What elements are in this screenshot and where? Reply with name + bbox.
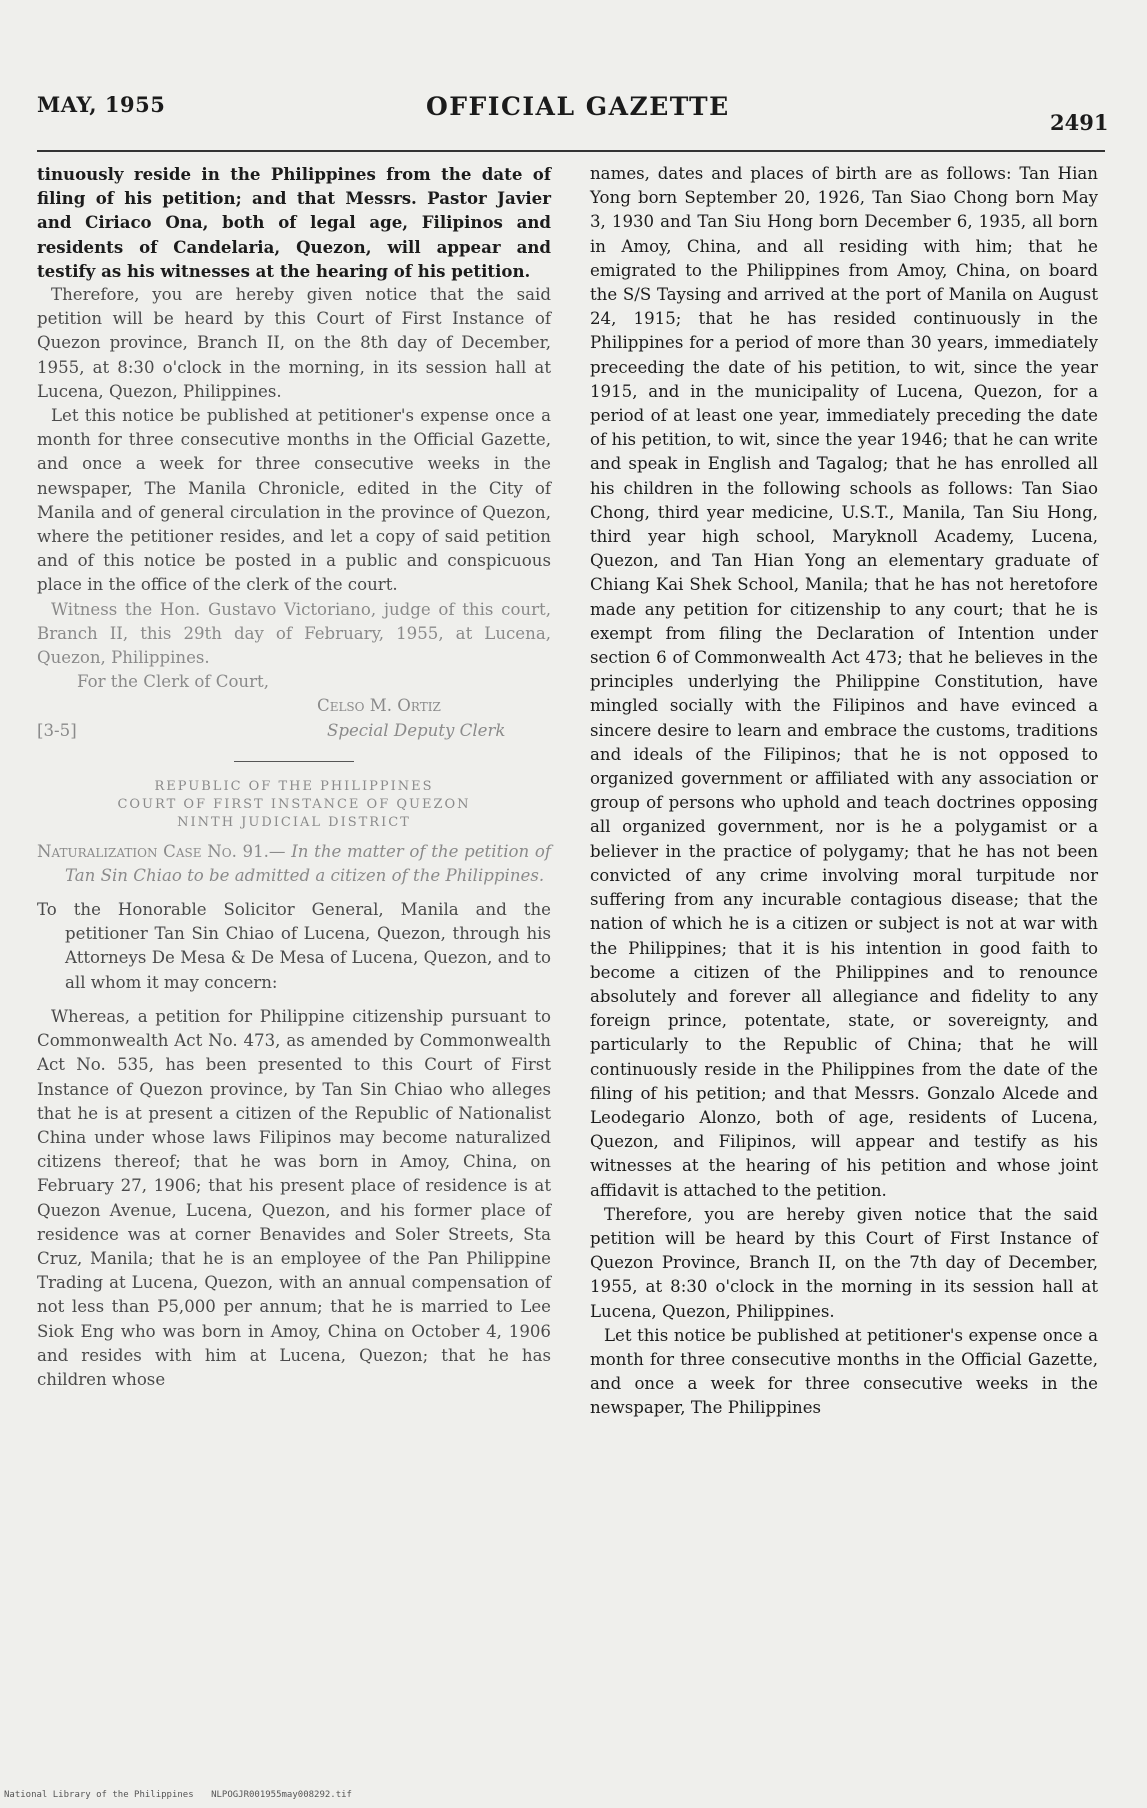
signature-block <box>37 670 551 742</box>
whereas-paragraph: Whereas, a petition for Philippine citizenship pursuant to Commonwealth Act No. 473, as amended by Commonwealth Act No. 535, has been presented to this Court of First Instance of Quezon province, by Tan Sin Chiao who alleges that he is at present a citizen of the Republic of Nationalist China under whose laws Filipinos may become naturalized citizens thereof; that he was born in Amoy, China, on February 27, 1906; that his present place of residence is at Quezon Avenue, Lucena, Quezon, and his former place of residence was at corner Benavides and Soler Streets, Sta Cruz, Manila; that he is an employee of the Pan Philippine Trading at Lucena, Quezon, with an annual compensation of not less than P5,000 per annum; that he is married to Lee Siok Eng who was born in Amoy, China on October 4, 1906 and resides with him at Lucena, Quezon; that he has children whose <box>37 1006 551 1389</box>
court-heading-line: COURT OF FIRST INSTANCE OF QUEZON <box>117 796 471 812</box>
notice-separator <box>234 761 354 762</box>
signature-name: Celso M. Ortiz <box>317 696 441 716</box>
issue-date: MAY, 1955 <box>37 92 166 117</box>
footer-library: National Library of the Philippines <box>4 1790 194 1800</box>
page-number: 2491 <box>1050 110 1109 135</box>
right-paragraph: names, dates and places of birth are as follows: Tan Hian Yong born September 20, 1926, Tan Siao Chong born May 3, 1930 and Tan Siu Hong born December 6, 1935, all born in Amoy, China, and all residing with him; that he emigrated to the Philippines from Amoy, China, on board the S/S Taysing and arrived at the port of Manila on August 24, 1915; that he has resided continuously in the Philippines for a period of more than 30 years, immediately preceeding the date of his petition, to wit, since the year 1915, and in the municipality of Lucena, Quezon, for a period of at least one year, immediately preceding the date of his petition, to wit, since the year 1946; that he can write and speak in English and Tagalog; that he has enrolled all his children in the following schools as follows: Tan Siao Chong, third year medicine, U.S.T., Manila, Tan Siu Hong, third year high school, Maryknoll Academy, Lucena, Quezon, and Tan Hian Yong an elementary graduate of Chiang Kai Shek School, Manila; that he has not heretofore made any petition for citizenship to any court; that he is exempt from filing the Declaration of Intention under section 6 of Commonwealth Act 473; that he believes in the principles underlying the Philippine Constitution, have mingled socially with the Filipinos and have evinced a sincere desire to learn and embrace the customs, traditions and ideals of the Filipinos; that he is not opposed to organized government or affiliated with any association or group of persons who uphold and teach doctrines opposing all organized government, nor is he a polygamist or a believer in the practice of polygamy; that he has not been convicted of any crime involving moral turpitude nor suffering from any incurable contagious disease; that the nation of which he is a citizen or subject is not at war with the Philippines; that it is his intention in good faith to become a citizen of the Philippines and to renounce absolutely and forever all allegiance and fidelity to any foreign prince, potentate, state, or sovereignty, and particularly to the Republic of China; that he will continuously reside in the Philippines from the date of the filing of his petition; and that Messrs. Gonzalo Alcede and Leodegario Alonzo, both of age, residents of Lucena, Quezon, and Filipinos, will appear and testify as his witnesses at the hearing of his petition and whose joint affidavit is attached to the petition. <box>590 164 1098 1200</box>
right-paragraph: Therefore, you are hereby given notice that the said petition will be heard by this Court of First Instance of Quezon Province, Branch II, on the 7th day of December, 1955, at 8:30 o'clock in the morning in its session hall at Lucena, Quezon, Philippines. <box>590 1204 1098 1321</box>
case-caption: Naturalization Case No. 91.— In the matter of the petition of Tan Sin Chiao to be admitted a citizen of the Philippines. <box>37 841 551 885</box>
header-rule <box>37 150 1105 152</box>
signature-title: Special Deputy Clerk <box>327 720 506 740</box>
signature-for: For the Clerk of Court, <box>77 672 269 692</box>
right-paragraph: Let this notice be published at petitioner's expense once a month for three consecutive months in the Official Gazette, and once a week for three consecutive weeks in the newspaper, The Philippines <box>590 1325 1098 1418</box>
court-heading-line: REPUBLIC OF THE PHILIPPINES <box>154 778 434 794</box>
court-heading <box>37 778 551 832</box>
left-column <box>37 162 551 1392</box>
left-paragraph: Therefore, you are hereby given notice that the said petition will be heard by this Court of First Instance of Quezon province, Branch II, on the 8th day of December, 1955, at 8:30 o'clock in the morning, in its session hall at Lucena, Quezon, Philippines. <box>37 285 551 401</box>
left-paragraph: Let this notice be published at petitioner's expense once a month for three consecutive months in the Official Gazette, and once a week for three consecutive weeks in the newspaper, The Manila Chronicle, edited in the City of Manila and of general circulation in the province of Quezon, where the petitioner resides, and let a copy of said petition and of this notice be posted in a public and conspicuous place in the office of the clerk of the court. <box>37 406 551 595</box>
left-paragraph: tinuously reside in the Philippines from the date of filing of his petition; and that Messrs. Pastor Javier and Ciriaco Ona, both of legal age, Filipinos and residents of Candelaria, Quezon, will appear and testify as his witnesses at the hearing of his petition. <box>37 164 551 281</box>
right-column <box>590 162 1098 1421</box>
case-number: Naturalization Case No. 91. <box>37 841 269 861</box>
notice-reference: [3-5] <box>37 720 77 740</box>
publication-title: OFFICIAL GAZETTE <box>426 92 730 121</box>
case-title: In the matter of the petition of Tan Sin Chiao to be admitted a citizen of the Philippines. <box>65 841 551 885</box>
court-heading-line: NINTH JUDICIAL DISTRICT <box>177 814 411 830</box>
footer-file: NLPOGJR001955may008292.tif <box>211 1790 352 1800</box>
scan-footer <box>4 1790 352 1800</box>
address-paragraph: To the Honorable Solicitor General, Manila and the petitioner Tan Sin Chiao of Lucena, Quezon, through his Attorneys De Mesa & De Mesa of Lucena, Quezon, and to all whom it may concern: <box>37 900 551 992</box>
left-paragraph: Witness the Hon. Gustavo Victoriano, judge of this court, Branch II, this 29th day of February, 1955, at Lucena, Quezon, Philippines. <box>37 599 551 668</box>
